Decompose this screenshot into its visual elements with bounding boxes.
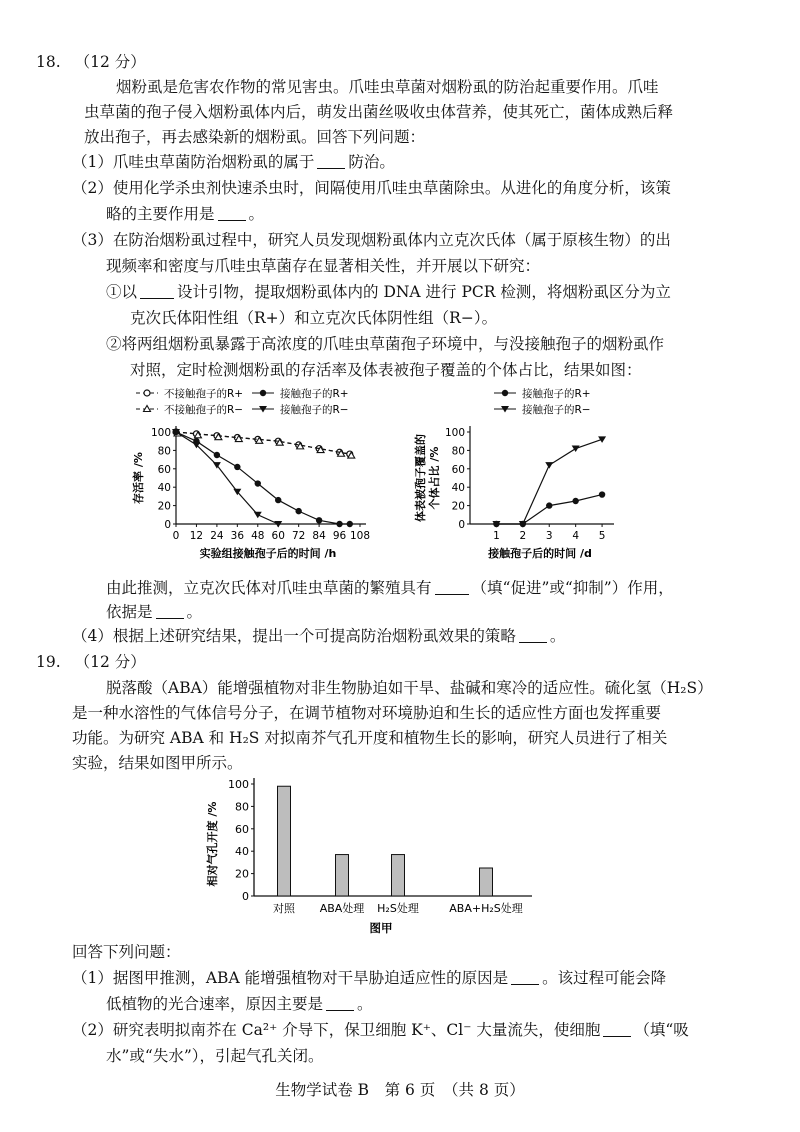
series-line-1 [496,495,602,524]
legend-label: 接触孢子的R+ [522,388,591,400]
y-tick-label: 100 [150,427,171,439]
data-point [572,498,578,504]
y-tick-label: 0 [242,890,249,903]
answer-blank[interactable] [317,154,345,169]
x-tick-label: 2 [519,530,527,542]
data-point [234,464,240,470]
bar-1 [278,786,291,896]
data-point [255,480,261,486]
x-tick-label: 48 [251,530,265,542]
y-tick-label: 40 [235,845,249,859]
y-tick-label: 0 [164,519,171,531]
data-point [275,497,281,503]
y-tick-label: 20 [235,867,249,881]
x-tick-label: 84 [312,530,326,542]
chart-title: 图甲 [369,921,393,935]
q19-part2-cont: 水”或“失水”），引起气孔关闭。 [106,1047,324,1065]
answer-blank[interactable] [435,580,469,595]
answer-blank[interactable] [140,284,174,299]
data-point [546,502,552,508]
data-point [144,390,150,396]
series-line-2 [496,439,602,524]
x-axis-label: 实验组接触孢子后的时间 /h [199,547,337,560]
legend-label: 接触孢子的R− [280,404,349,416]
x-axis-label: 接触孢子后的时间 /d [488,547,592,560]
y-tick-label: 80 [451,445,465,458]
survival-rate-chart [120,384,380,574]
x-tick-label: 108 [349,530,371,542]
q18-intro-line: 虫草菌的孢子侵入烟粉虱体内后，萌发出菌丝吸收虫体营养，使其死亡，菌体成熟后释 [84,103,674,121]
data-point [260,390,266,396]
bar-4 [480,868,493,896]
legend-label: 接触孢子的R− [522,404,591,416]
data-point [214,452,220,458]
q19-intro-line: 是一种水溶性的气体信号分子，在调节植物对环境胁迫和生长的适应性方面也发挥重要 [72,704,662,722]
data-point [347,521,353,527]
x-tick-label: ABA+H₂S处理 [449,902,523,915]
q18-part4: （4）根据上述研究结果，提出一个可提高防治烟粉虱效果的策略 。 [72,627,566,645]
q18-number: 18. （12 分） [36,53,146,71]
page-footer: 生物学试卷 B 第 6 页 （共 8 页） [275,1081,525,1099]
answer-blank[interactable] [519,628,547,643]
x-tick-label: 12 [189,530,204,542]
answer-blank[interactable] [218,206,246,221]
q18-step1: ①以 设计引物，提取烟粉虱体内的 DNA 进行 PCR 检测，将烟粉虱区分为立 [106,283,671,301]
q18-part2-cont: 略的主要作用是 。 [106,205,265,223]
answer-blank[interactable] [326,996,354,1011]
q19-number: 19. （12 分） [36,653,146,671]
y-axis-label: 存活率 /% [132,452,145,504]
data-point [213,462,221,469]
y-tick-label: 80 [157,445,171,458]
x-tick-label: 36 [230,530,245,542]
data-point [502,390,508,396]
legend-label: 不接触孢子的R− [164,404,244,416]
y-tick-label: 40 [157,482,171,495]
answer-blank[interactable] [511,970,539,985]
x-tick-label: 60 [271,530,285,542]
y-axis-label: 相对气孔开度 /% [206,801,219,887]
y-tick-label: 100 [444,427,465,439]
y-axis-label: 个体占比 /% [428,446,441,510]
x-tick-label: 96 [332,530,347,542]
x-tick-label: 5 [598,530,606,542]
data-point [316,517,322,523]
x-tick-label: 0 [172,530,180,542]
q19-part2: （2）研究表明拟南芥在 Ca²⁺ 介导下，保卫细胞 K⁺、Cl⁻ 大量流失，使细胞 （填“吸 [72,1021,689,1039]
q18-part1: （1）爪哇虫草菌防治烟粉虱的属于 防治。 [72,153,395,171]
y-tick-label: 20 [451,500,465,513]
y-axis-label: 体表被孢子覆盖的 [414,434,427,522]
x-tick-label: 72 [291,530,306,542]
answer-blank[interactable] [603,1022,631,1037]
series-line-4 [176,432,278,524]
series-line-3 [176,432,350,524]
y-tick-label: 60 [451,463,465,476]
q19-intro-line: 功能。为研究 ABA 和 H₂S 对拟南芥气孔开度和植物生长的影响，研究人员进行了相关 [72,729,668,747]
x-tick-label: 24 [210,530,224,542]
bar-3 [392,855,405,896]
y-tick-label: 0 [458,519,465,531]
x-tick-label: ABA处理 [319,902,365,915]
bar-2 [336,855,349,896]
q18-step1-cont: 克次氏体阳性组（R+）和立克次氏体阴性组（R−）。 [130,309,498,327]
x-tick-label: 1 [493,530,500,542]
q19-part1-cont: 低植物的光合速率，原因主要是 。 [106,995,373,1013]
q18-inference: 由此推测，立克次氏体对爪哇虫草菌的繁殖具有 （填“促进”或“抑制”）作用， [106,579,674,597]
q18-intro-line: 烟粉虱是危害农作物的常见害虫。爪哇虫草菌对烟粉虱的防治起重要作用。爪哇 [116,78,659,96]
data-point [254,512,262,519]
y-tick-label: 100 [228,778,249,791]
q18-part3-cont: 现频率和密度与爪哇虫草菌存在显著相关性，并开展以下研究： [106,257,541,275]
q19-intro-line: 脱落酸（ABA）能增强植物对非生物胁迫如干旱、盐碱和寒冷的适应性。硫化氢（H₂S） [106,679,713,697]
q18-part2: （2）使用化学杀虫剂快速杀虫时，间隔使用爪哇虫草菌除虫。从进化的角度分析，该策 [72,179,671,197]
q18-intro-line: 放出孢子，再去感染新的烟粉虱。回答下列问题： [84,128,426,146]
x-tick-label: H₂S处理 [377,902,419,915]
data-point [545,462,553,469]
spore-coverage-chart [410,384,620,574]
y-tick-label: 60 [235,822,249,836]
y-tick-label: 40 [451,482,465,495]
data-point [336,521,342,527]
data-point [572,446,580,453]
answer-blank[interactable] [156,604,184,619]
x-tick-label: 4 [572,530,580,542]
y-tick-label: 80 [235,800,249,814]
stomatal-aperture-bar-chart [200,772,560,942]
legend-label: 不接触孢子的R+ [164,388,244,400]
q18-part3: （3）在防治烟粉虱过程中，研究人员发现烟粉虱体内立克次氏体（属于原核生物）的出 [72,231,671,249]
data-point [599,491,605,497]
data-point [598,436,606,443]
q19-intro-line: 实验，结果如图甲所示。 [72,754,243,772]
data-point [295,508,301,514]
y-tick-label: 20 [157,500,171,513]
q18-basis: 依据是 。 [106,603,203,621]
q18-step2-cont: 对照，定时检测烟粉虱的存活率及体表被孢子覆盖的个体占比，结果如图： [130,361,642,379]
x-tick-label: 对照 [273,902,295,915]
q18-step2: ②将两组烟粉虱暴露于高浓度的爪哇虫草菌孢子环境中，与没接触孢子的烟粉虱作 [106,335,665,353]
y-tick-label: 60 [157,463,171,476]
q19-answer-prompt: 回答下列问题： [72,943,181,961]
x-tick-label: 3 [545,530,553,542]
legend-label: 接触孢子的R+ [280,388,349,400]
q19-part1: （1）据图甲推测，ABA 能增强植物对干旱胁迫适应性的原因是 。该过程可能会降 [72,969,667,987]
